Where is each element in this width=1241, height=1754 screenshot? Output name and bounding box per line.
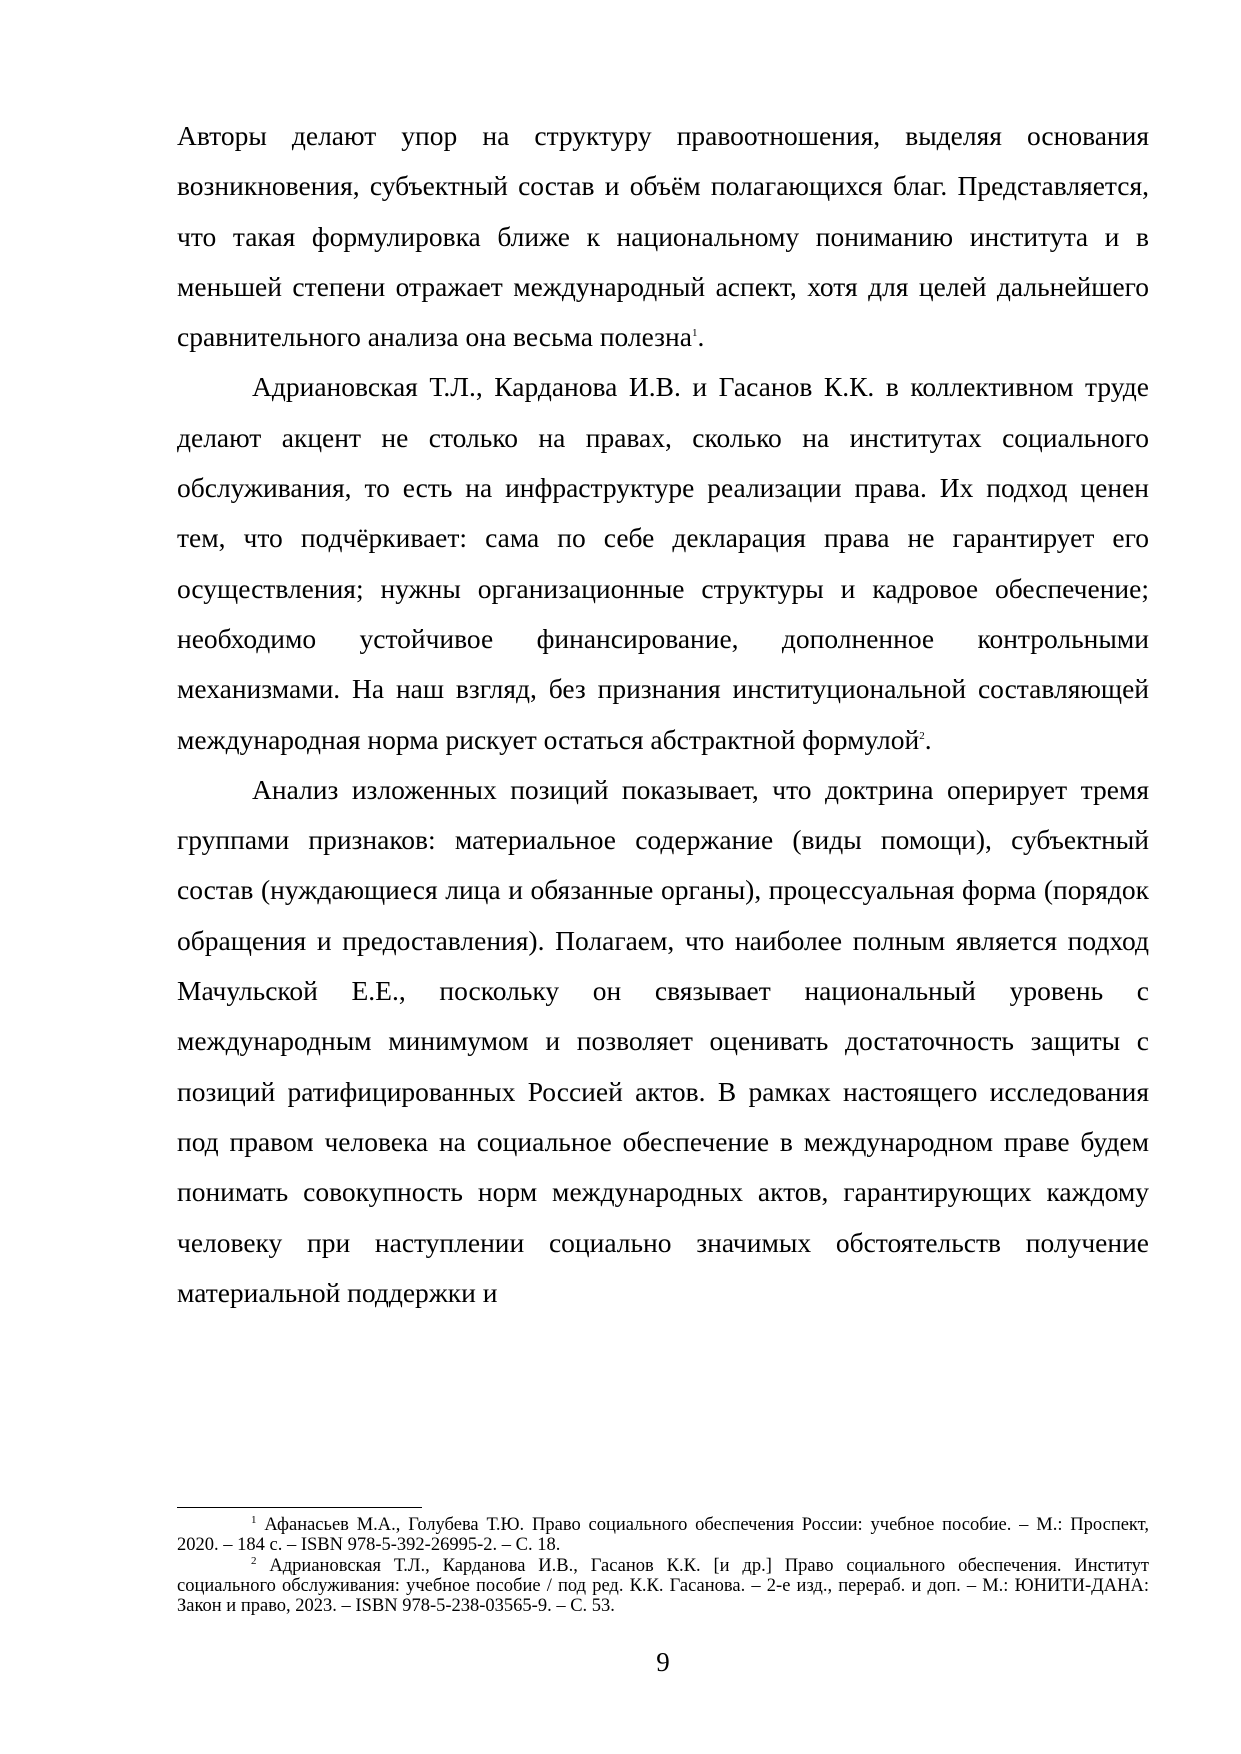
footnotes (177, 1515, 1149, 1616)
footnote-reference[interactable]: 2 (919, 729, 925, 742)
paragraph (177, 111, 1149, 362)
footnote-reference[interactable]: 1 (691, 327, 698, 340)
footnote-separator (177, 1507, 422, 1508)
footnote (177, 1515, 1149, 1556)
paragraph-text: Авторы делают упор на структуру правоотношения, выделяя основания возникновения, субъектный состав и объём полагающихся благ. Представляется, что такая формулировка ближе к национальному пониманию института и в меньшей степени отражает международный аспект, хотя для целей дальнейшего сравнительного анализа она весьма полезна (177, 120, 1149, 353)
paragraph-end: . (924, 723, 932, 755)
footnote (177, 1556, 1149, 1617)
footnote-text: Адриановская Т.Л., Карданова И.В., Гасанов К.К. [и др.] Право социального обеспечения. Институт социального обслуживания: учебное пособие / под ред. К.К. Гасанова. – 2-е изд., перераб. и доп. – М.: ЮНИТИ-ДАНА: Закон и право, 2023. – ISBN 978-5-238-03565-9. – С. 53. (177, 1555, 1149, 1617)
paragraph-text: Анализ изложенных позиций показывает, что доктрина оперирует тремя группами признаков: материальное содержание (виды помощи), субъектный состав (нуждающиеся лица и обязанные органы), процессуальная форма (порядок обращения и предоставления). Полагаем, что наиболее полным является подход Мачульской Е.Е., поскольку он связывает национальный уровень с международным минимумом и позволяет оценивать достаточность защиты с позиций ратифицированных Россией актов. В рамках настоящего исследования под правом человека на социальное обеспечение в международном праве будем понимать совокупность норм международных актов, гарантирующих каждому человеку при наступлении социально значимых обстоятельств получение материальной поддержки и (177, 773, 1149, 1308)
paragraph (177, 765, 1149, 1318)
body-text (177, 111, 1149, 1318)
paragraph-end: . (697, 321, 705, 353)
footnote-number: 1 (251, 1514, 257, 1526)
paragraph (177, 362, 1149, 764)
page-number: 9 (656, 1647, 670, 1677)
footnote-text: Афанасьев М.А., Голубева Т.Ю. Право социального обеспечения России: учебное пособие. – М.: Проспект, 2020. – 184 с. – ISBN 978-5-392-26995-2. – С. 18. (177, 1515, 1149, 1556)
paragraph-text: Адриановская Т.Л., Карданова И.В. и Гасанов К.К. в коллективном труде делают акцент не столько на правах, сколько на институтах социального обслуживания, то есть на инфраструктуре реализации права. Их подход ценен тем, что подчёркивает: сама по себе декларация права не гарантирует его осуществления; нужны организационные структуры и кадровое обеспечение; необходимо устойчивое финансирование, дополненное контрольными механизмами. На наш взгляд, без признания институциональной составляющей международная норма рискует остаться абстрактной формулой (177, 371, 1149, 755)
footnote-number: 2 (251, 1554, 257, 1567)
